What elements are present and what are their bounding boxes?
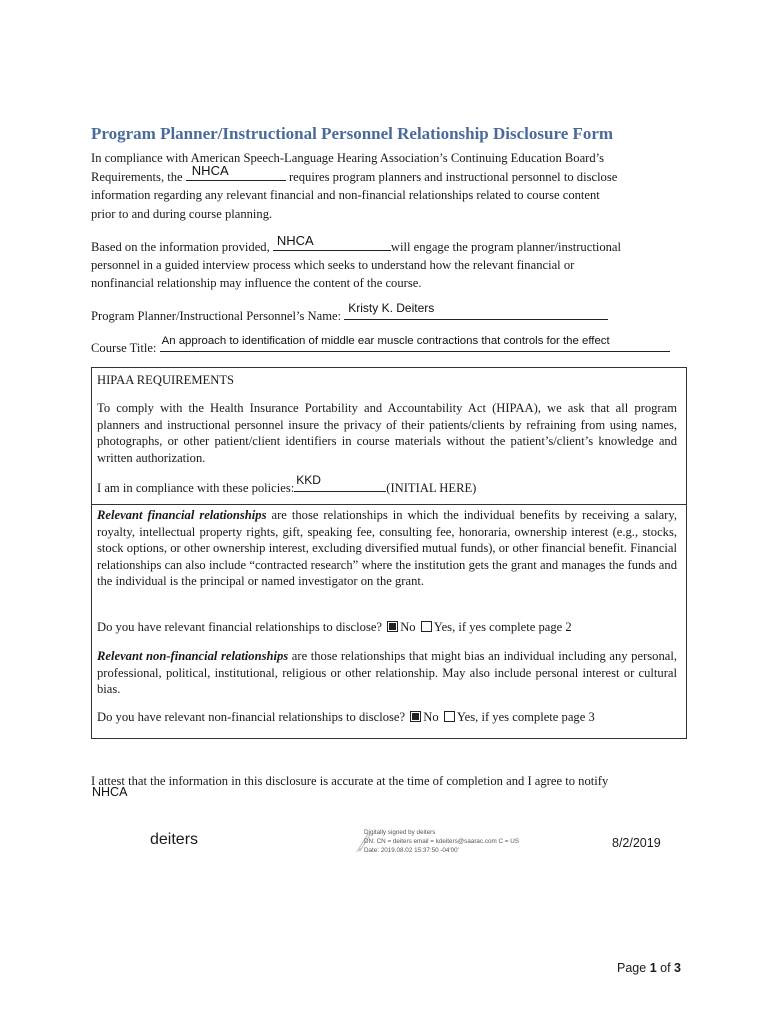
financial-yes-checkbox[interactable]: [421, 621, 432, 632]
name-value: Kristy K. Deiters: [348, 301, 435, 315]
attest-org: NHCA: [92, 785, 128, 799]
name-label: Program Planner/Instructional Personnel’s Name:: [91, 309, 342, 323]
course-row: [91, 335, 670, 358]
page-word: Page: [617, 961, 647, 975]
page-current: 1: [649, 961, 657, 975]
nonfinancial-term: Relevant non-financial relationships: [97, 649, 289, 663]
financial-term: Relevant financial relationships: [97, 508, 267, 522]
nonfinancial-definition: [97, 648, 677, 698]
provider-field-2[interactable]: [273, 233, 391, 251]
hipaa-section: [91, 367, 687, 505]
nonfinancial-text: are those relationships that might bias an individual including any personal, professional, political, institutional, religious or other relationship. May also include personal interest or cultural bias.: [97, 649, 677, 697]
nonfinancial-question-row: [97, 708, 595, 727]
financial-no-label: No: [400, 620, 416, 634]
initial-suffix: (INITIAL HERE): [386, 481, 477, 495]
attest-text: I attest that the information in this disclosure is accurate at the time of completion and I agree to notify: [91, 774, 609, 788]
intro-line-2b: requires program planners and instructional personnel to disclose: [288, 170, 618, 184]
sig-line-3: Date: 2019.08.02 15:37:50 -04'00': [364, 847, 459, 854]
based-line-1b: will engage the program planner/instructional: [390, 240, 622, 254]
nonfinancial-no-label: No: [423, 710, 439, 724]
hipaa-heading: HIPAA REQUIREMENTS: [97, 373, 235, 387]
provider-field-1[interactable]: [186, 163, 286, 181]
nonfinancial-no-checkbox[interactable]: [410, 711, 421, 722]
sig-line-1: Digitally signed by deiters: [364, 829, 436, 836]
form-title: Program Planner/Instructional Personnel Relationship Disclosure Form: [91, 124, 614, 143]
name-field[interactable]: [344, 301, 608, 320]
financial-yes-label: Yes, if yes complete page 2: [433, 620, 572, 634]
provider-value-1: NHCA: [191, 163, 229, 178]
financial-text: are those relationships in which the individual benefits by receiving a salary, royalty, intellectual property rights, gift, speaking fee, consulting fee, honoraria, ownership interest (e.g., stocks, stock options, or other ownership interest, excluding diversified mutual funds), or other financial benefit. Financial relationships can also include “contracted research” where the institution gets the grant and manages the funds and the individual is the principal or named investigator on the grant.: [97, 508, 677, 589]
financial-question-row: [97, 618, 572, 637]
nonfinancial-question: Do you have relevant non-financial relationships to disclose?: [97, 710, 406, 724]
nonfinancial-yes-label: Yes, if yes complete page 3: [456, 710, 595, 724]
based-line-2: personnel in a guided interview process which seeks to understand how the relevant financial or: [91, 258, 575, 272]
based-line-1: [91, 233, 622, 257]
nonfinancial-yes-checkbox[interactable]: [444, 711, 455, 722]
digital-signature-info: [364, 828, 519, 855]
financial-question: Do you have relevant financial relationships to disclose?: [97, 620, 383, 634]
course-value: An approach to identification of middle ear muscle contractions that controls for the effect: [161, 335, 610, 347]
relationships-section: [91, 503, 687, 739]
based-line-1a: Based on the information provided,: [91, 240, 270, 254]
based-line-3: nonfinancial relationship may influence the content of the course.: [91, 276, 422, 290]
of-word: of: [660, 961, 671, 975]
name-row: [91, 301, 608, 326]
intro-line-2a: Requirements, the: [91, 170, 183, 184]
hipaa-compliance-label: I am in compliance with these policies:: [97, 481, 295, 495]
initial-field[interactable]: [294, 473, 386, 492]
sig-line-2: DN: CN = deiters email = kdeiters@saarac.com C = US: [364, 838, 519, 845]
hipaa-compliance-row: [97, 473, 477, 498]
financial-definition: [97, 507, 677, 590]
initial-value: KKD: [296, 473, 321, 487]
hipaa-body: To comply with the Health Insurance Portability and Accountability Act (HIPAA), we ask that all program planners and instructional personnel insure the privacy of their patients/clients by refraining from using names, photographs, or other patient/client identifiers in course materials without the patient’s/client’s knowledge and written authorization.: [97, 401, 677, 465]
intro-line-1: In compliance with American Speech-Language Hearing Association’s Continuing Education Board’s: [91, 151, 605, 165]
signature: deiters: [150, 831, 199, 848]
course-label: Course Title:: [91, 341, 157, 355]
provider-value-2: NHCA: [276, 233, 314, 248]
page-number: [617, 961, 681, 975]
financial-no-checkbox[interactable]: [387, 621, 398, 632]
intro-line-3: information regarding any relevant financial and non-financial relationships related to course content: [91, 188, 600, 202]
signature-date: 8/2/2019: [612, 836, 661, 850]
course-field[interactable]: [160, 335, 670, 352]
page-total: 3: [674, 961, 681, 975]
intro-line-2: [91, 163, 618, 187]
intro-line-4: prior to and during course planning.: [91, 207, 273, 221]
